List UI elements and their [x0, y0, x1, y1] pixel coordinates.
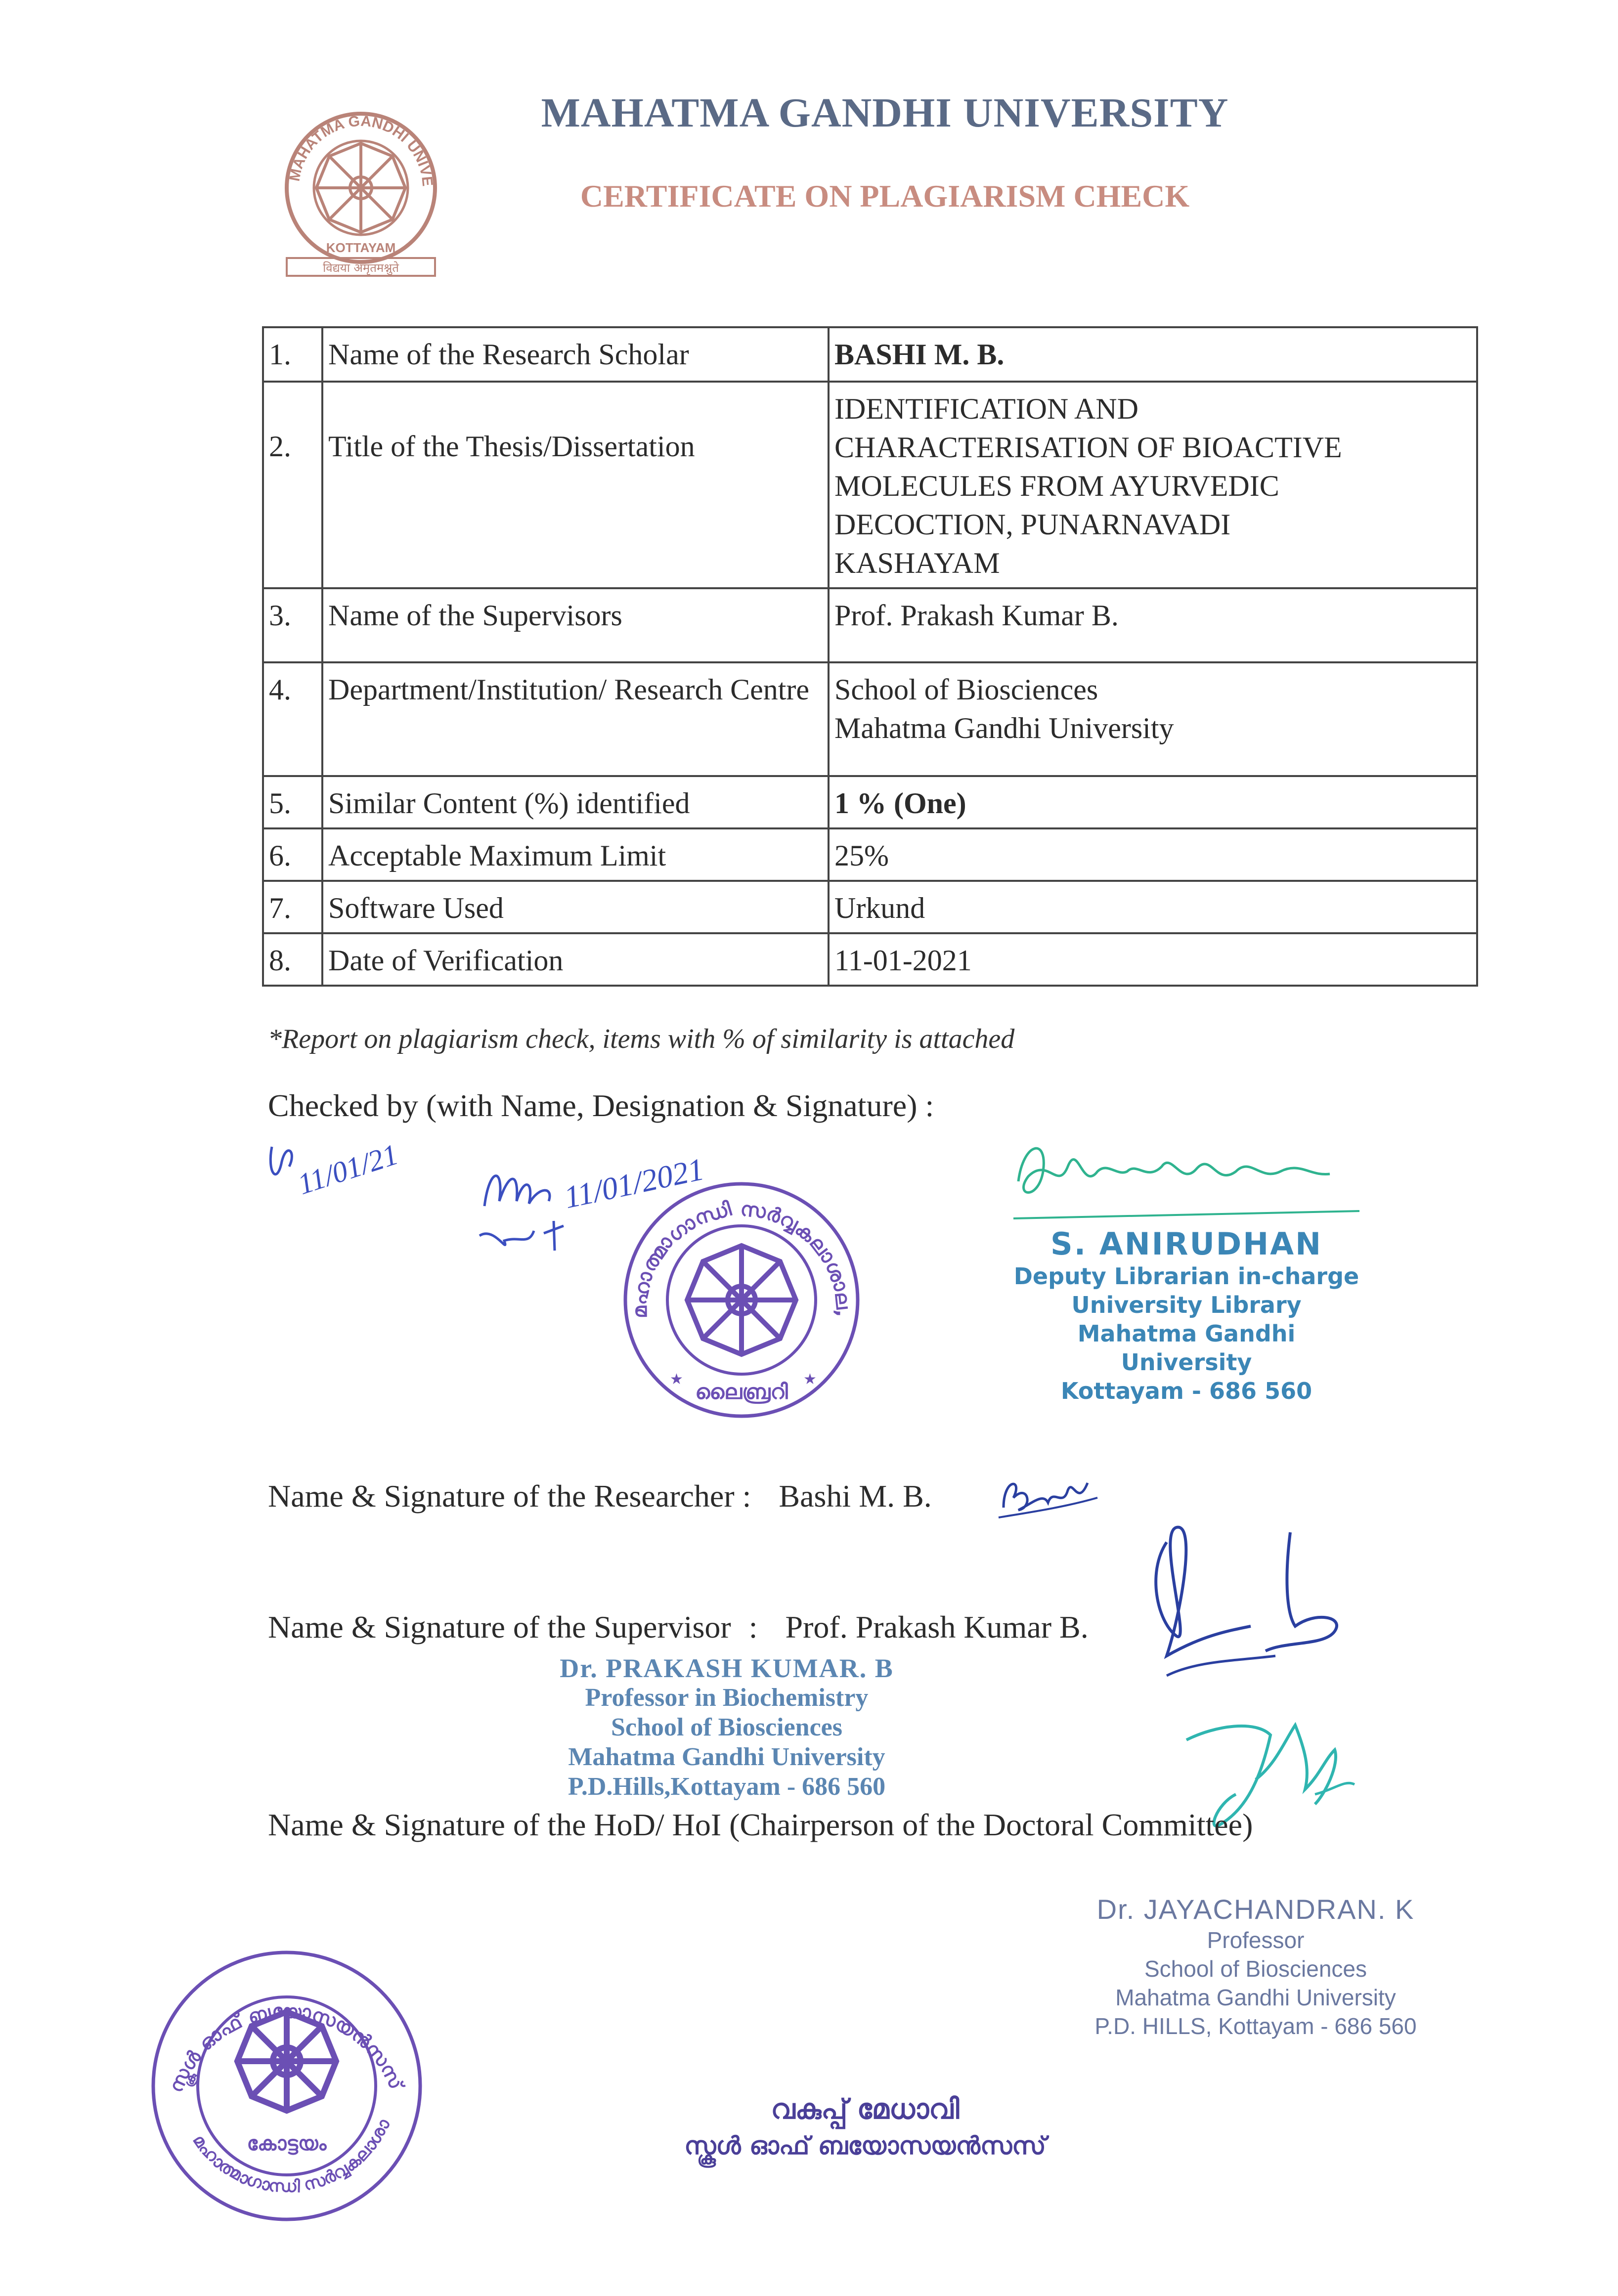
svg-text:ലൈബ്രറി: ലൈബ്രറി: [695, 1380, 788, 1404]
table-row: [263, 382, 1477, 588]
table-row: [263, 588, 1477, 662]
researcher-signature: [994, 1463, 1102, 1527]
row-label: Name of the Research Scholar: [322, 327, 829, 382]
researcher-name: Bashi M. B.: [779, 1478, 932, 1514]
row-value: Urkund: [829, 881, 1477, 933]
library-seal: [618, 1176, 865, 1424]
row-number: 2.: [263, 382, 322, 588]
supervisor-signature: [1137, 1513, 1414, 1700]
row-label: Date of Verification: [322, 933, 829, 986]
table-row: [263, 776, 1477, 828]
hod-stamp: Dr. JAYACHANDRAN. K Professor School of Biosciences Mahatma Gandhi University P.D. HILLS, Kottayam - 686 560: [1094, 1894, 1417, 2039]
plagiarism-details-table: [262, 326, 1478, 987]
checked-by-label: Checked by (with Name, Designation & Signature) :: [268, 1088, 934, 1123]
row-number: 7.: [263, 881, 322, 933]
supervisor-label: Name & Signature of the Supervisor: [268, 1609, 731, 1645]
row-number: 4.: [263, 662, 322, 776]
librarian-signature: [1004, 1122, 1379, 1231]
row-label: Name of the Supervisors: [322, 588, 829, 662]
svg-text:മഹാത്മാഗാന്ധി സർവ്വകലാശാല, കോട: മഹാത്മാഗാന്ധി സർവ്വകലാശാല,: [628, 1197, 855, 1319]
row-label: Similar Content (%) identified: [322, 776, 829, 828]
row-label: Title of the Thesis/Dissertation: [322, 382, 829, 588]
supervisor-line: Name & Signature of the Supervisor : Prof. Prakash Kumar B.: [268, 1609, 1089, 1645]
table-row: [263, 933, 1477, 986]
row-number: 1.: [263, 327, 322, 382]
row-label: Department/Institution/ Research Centre: [322, 662, 829, 776]
row-value: 1 % (One): [829, 776, 1477, 828]
row-value: Prof. Prakash Kumar B.: [829, 588, 1477, 662]
row-number: 6.: [263, 828, 322, 881]
head-of-department-stamp: വകുപ്പ് മേധാവി സ്കൂൾ ഓഫ് ബയോസയൻസസ്: [684, 2093, 1046, 2160]
report-note: *Report on plagiarism check, items with % of similarity is attached: [268, 1024, 1015, 1054]
svg-text:മഹാത്മാഗാന്ധി സർവ്വകലാശാല: മഹാത്മാഗാന്ധി സർവ്വകലാശാ: [188, 2116, 394, 2197]
university-logo: [277, 104, 445, 282]
certificate-title: CERTIFICATE ON PLAGIARISM CHECK: [580, 178, 1190, 214]
logo-motto: विद्यया अमृतमश्नुते: [323, 261, 399, 275]
logo-city-text: KOTTAYAM: [326, 240, 396, 255]
svg-text:11/01/21: 11/01/21: [294, 1137, 402, 1201]
table-row: [263, 828, 1477, 881]
department-seal: [143, 1943, 430, 2229]
table-row: [263, 327, 1477, 382]
supervisor-name: Prof. Prakash Kumar B.: [785, 1609, 1089, 1645]
svg-text:സ്കൂൾ ഓഫ് ബയോസയൻസസ്: സ്കൂൾ ഓഫ് ബയോസയൻസസ്: [165, 1999, 408, 2096]
handwritten-date-note: [262, 1127, 420, 1211]
svg-text:★: ★: [803, 1371, 817, 1387]
row-value: School of Biosciences Mahatma Gandhi University: [829, 662, 1477, 776]
row-label: Software Used: [322, 881, 829, 933]
row-value: IDENTIFICATION AND CHARACTERISATION OF BIOACTIVE MOLECULES FROM AYURVEDIC DECOCTION, PUNARNAVADI KASHAYAM: [829, 382, 1477, 588]
row-number: 8.: [263, 933, 322, 986]
row-value: 25%: [829, 828, 1477, 881]
row-number: 5.: [263, 776, 322, 828]
logo-ring-text: MAHATMA GANDHI UNIVE: [286, 113, 436, 187]
librarian-stamp: S. ANIRUDHAN Deputy Librarian in-charge University Library Mahatma Gandhi University Kottayam - 686 560: [1013, 1226, 1359, 1404]
university-title: MAHATMA GANDHI UNIVERSITY: [541, 90, 1229, 136]
svg-text:★: ★: [670, 1371, 683, 1387]
row-label: Acceptable Maximum Limit: [322, 828, 829, 881]
supervisor-stamp: Dr. PRAKASH KUMAR. B Professor in Biochemistry School of Biosciences Mahatma Gandhi University P.D.Hills,Kottayam - 686 560: [560, 1653, 894, 1801]
researcher-line: [268, 1478, 932, 1515]
researcher-label: Name & Signature of the Researcher :: [268, 1478, 751, 1514]
table-row: [263, 662, 1477, 776]
row-value: 11-01-2021: [829, 933, 1477, 986]
row-number: 3.: [263, 588, 322, 662]
svg-text:കോട്ടയം: കോട്ടയം: [247, 2132, 327, 2155]
svg-text:11/01/2021: 11/01/2021: [561, 1151, 707, 1215]
table-row: [263, 881, 1477, 933]
row-value: BASHI M. B.: [829, 327, 1477, 382]
hod-label: Name & Signature of the HoD/ HoI (Chairperson of the Doctoral Committee): [268, 1807, 1253, 1842]
